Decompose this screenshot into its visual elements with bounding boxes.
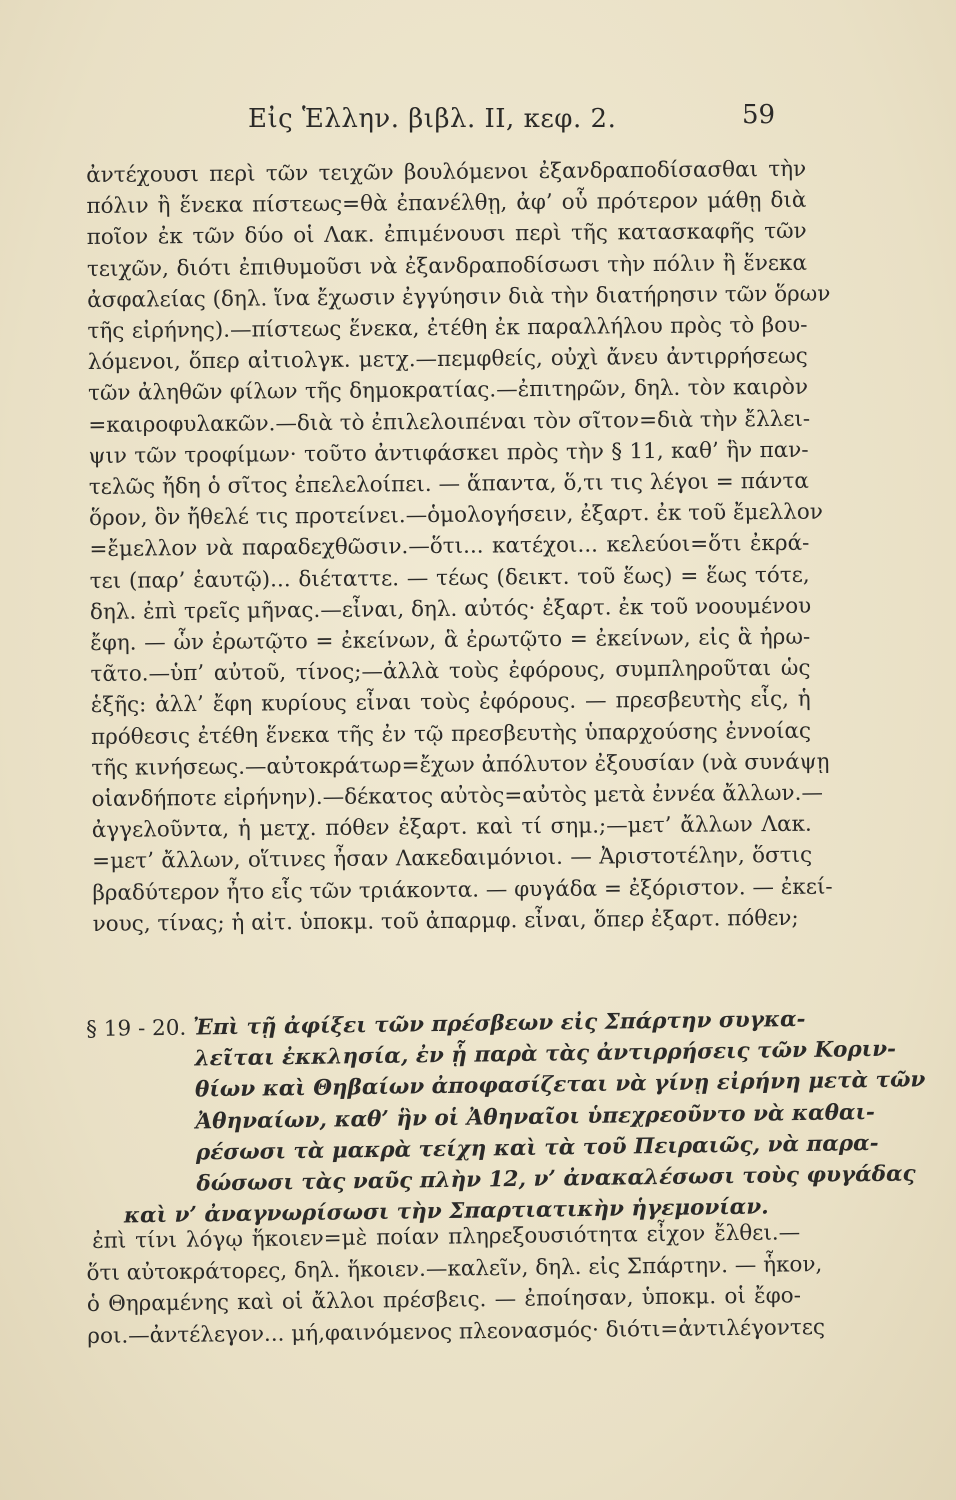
text-line: ὁ Θηραμένης καὶ οἱ ἄλλοι πρέσβεις. — ἐποίησαν, ὑποκμ. οἱ ἔφο- — [86, 1283, 802, 1317]
section-heading-text: Ἐπὶ τῇ ἀφίξει τῶν πρέσβεων εἰς Σπάρτην συγκα- — [192, 1006, 806, 1041]
text-line: ἀντέχουσι περὶ τῶν τειχῶν βουλόμενοι ἐξανδραποδίσασθαι τὴν — [86, 156, 807, 188]
text-line: ἀγγελοῦντα, ἡ μετχ. πόθεν ἐξαρτ. καὶ τί σημ.;—μετ’ ἄλλων Λακ. — [91, 811, 812, 844]
page-number: 59 — [742, 100, 776, 130]
text-line: ροι.—ἀντέλεγον... μή,φαινόμενος πλεονασμός· διότι=ἀντιλέγοντες — [87, 1314, 826, 1349]
text-line: τειχῶν, διότι ἐπιθυμοῦσι νὰ ἐξανδραποδίσωσι τὴν πόλιν ἢ ἕνεκα — [86, 250, 808, 282]
text-line: πρόθεσις ἐτέθη ἕνεκα τῆς ἐν τῷ πρεσβευτὴς ὑπαρχούσης ἐννοίας — [90, 718, 812, 750]
text-line: ὅτι αὐτοκράτορες, δηλ. ἥκοιεν.—καλεῖν, δηλ. εἰς Σπάρτην. — ἧκον, — [86, 1251, 823, 1286]
page-header — [0, 100, 956, 140]
text-line: =καιροφυλακῶν.—διὰ τὸ ἐπιλελοιπέναι τὸν σῖτον=διὰ τὴν ἔλλει- — [88, 406, 811, 438]
text-line: δηλ. ἐπὶ τρεῖς μῆνας.—εἶναι, δηλ. αὐτός· ἐξαρτ. ἐκ τοῦ νοουμένου — [89, 593, 812, 625]
text-line: ὅρον, ὃν ἤθελέ τις προτείνει.—ὁμολογήσειν, ἐξαρτ. ἐκ τοῦ ἔμελλον — [89, 499, 823, 532]
section-line: Ἀθηναίων, καθ’ ἣν οἱ Ἀθηναῖοι ὑπεχρεοῦντο νὰ καθαι- — [195, 1099, 876, 1135]
section-line: ρέσωσι τὰ μακρὰ τείχη καὶ τὰ τοῦ Πειραιῶς, νὰ παρα- — [195, 1130, 879, 1166]
running-head: Εἰς Ἑλλην. βιβλ. II, κεφ. 2. — [248, 104, 617, 134]
section-line: θίων καὶ Θηβαίων ἀποφασίζεται νὰ γίνῃ εἰρήνη μετὰ τῶν — [194, 1067, 926, 1103]
text-line: ἑξῆς: ἀλλ’ ἔφη κυρίους εἶναι τοὺς ἐφόρους. — πρεσβευτὴς εἷς, ἡ — [90, 687, 811, 719]
text-line: νους, τίνας; ἡ αἰτ. ὑποκμ. τοῦ ἀπαρμφ. εἶναι, ὅπερ ἐξαρτ. πόθεν; — [92, 905, 799, 937]
section-summary — [86, 1004, 926, 1232]
text-line: βραδύτερον ἦτο εἷς τῶν τριάκοντα. — φυγάδα = ἐξόριστον. — ἐκεί- — [92, 874, 833, 906]
text-line: τῶν ἀληθῶν φίλων τῆς δημοκρατίας.—ἐπιτηρῶν, δηλ. τὸν καιρὸν — [87, 375, 809, 407]
commentary-bottom — [86, 1217, 826, 1352]
text-line: τῆς εἰρήνης).—πίστεως ἕνεκα, ἐτέθη ἐκ παραλλήλου πρὸς τὸ βου- — [87, 312, 808, 345]
commentary-top — [86, 154, 833, 940]
text-line: οἱανδήποτε εἰρήνην).—δέκατος αὐτὸς=αὐτὸς μετὰ ἐννέα ἄλλων.— — [91, 780, 824, 813]
text-line: =μετ’ ἄλλων, οἵτινες ἦσαν Λακεδαιμόνιοι. — Ἀριστοτέλην, ὅστις — [92, 843, 813, 875]
text-line: τελῶς ἤδη ὁ σῖτος ἐπελελοίπει. — ἅπαντα, ὅ,τι τις λέγοι = πάντα — [88, 468, 809, 501]
text-line: ψιν τῶν τροφίμων· τοῦτο ἀντιφάσκει πρὸς τὴν § 11, καθ’ ἣν παν- — [88, 437, 809, 469]
text-line: ποῖον ἐκ τῶν δύο οἱ Λακ. ἐπιμένουσι περὶ τῆς κατασκαφῆς τῶν — [86, 219, 807, 251]
text-line: ἐπὶ τίνι λόγῳ ἥκοιεν=μὲ ποίαν πληρεξουσιότητα εἶχον ἔλθει.— — [92, 1220, 801, 1254]
text-line: τει (παρ’ ἑαυτῷ)... διέταττε. — τέως (δεικτ. τοῦ ἕως) = ἕως τότε, — [89, 562, 810, 594]
section-number: § 19 - 20. — [86, 1015, 187, 1042]
section-line: δώσωσι τὰς ναῦς πλὴν 12, ν’ ἀνακαλέσωσι τοὺς φυγάδας — [196, 1161, 916, 1197]
text-line: λόμενοι, ὅπερ αἰτιολγκ. μετχ.—πεμφθείς, οὐχὶ ἄνευ ἀντιρρήσεως — [87, 343, 808, 376]
text-line: τῆς κινήσεως.—αὐτοκράτωρ=ἔχων ἀπόλυτον ἐξουσίαν (νὰ συνάψῃ — [91, 749, 830, 781]
text-line: πόλιν ἢ ἕνεκα πίστεως=θὰ ἐπανέλθῃ, ἀφ’ οὗ πρότερον μάθῃ διὰ — [86, 187, 807, 220]
text-line: τᾶτο.—ὑπ’ αὐτοῦ, τίνος;—ἀλλὰ τοὺς ἐφόρους, συμπληροῦται ὡς — [90, 655, 811, 688]
section-line: καὶ ν’ ἀναγνωρίσωσι τὴν Σπαρτιατικὴν ἡγεμονίαν. — [123, 1194, 769, 1229]
text-line: =ἔμελλον νὰ παραδεχθῶσιν.—ὅτι... κατέχοι... κελεύοι=ὅτι ἐκρά- — [89, 531, 810, 563]
text-line: ἔφη. — ὧν ἐρωτῷτο = ἐκείνων, ἃ ἐρωτῷτο = ἐκείνων, εἰς ἃ ἠρω- — [90, 624, 811, 657]
section-line: λεῖται ἐκκλησία, ἐν ᾗ παρὰ τὰς ἀντιρρήσεις τῶν Κοριν- — [194, 1036, 897, 1072]
text-line: ἀσφαλείας (δηλ. ἵνα ἔχωσιν ἐγγύησιν διὰ τὴν διατήρησιν τῶν ὅρων — [87, 281, 831, 313]
